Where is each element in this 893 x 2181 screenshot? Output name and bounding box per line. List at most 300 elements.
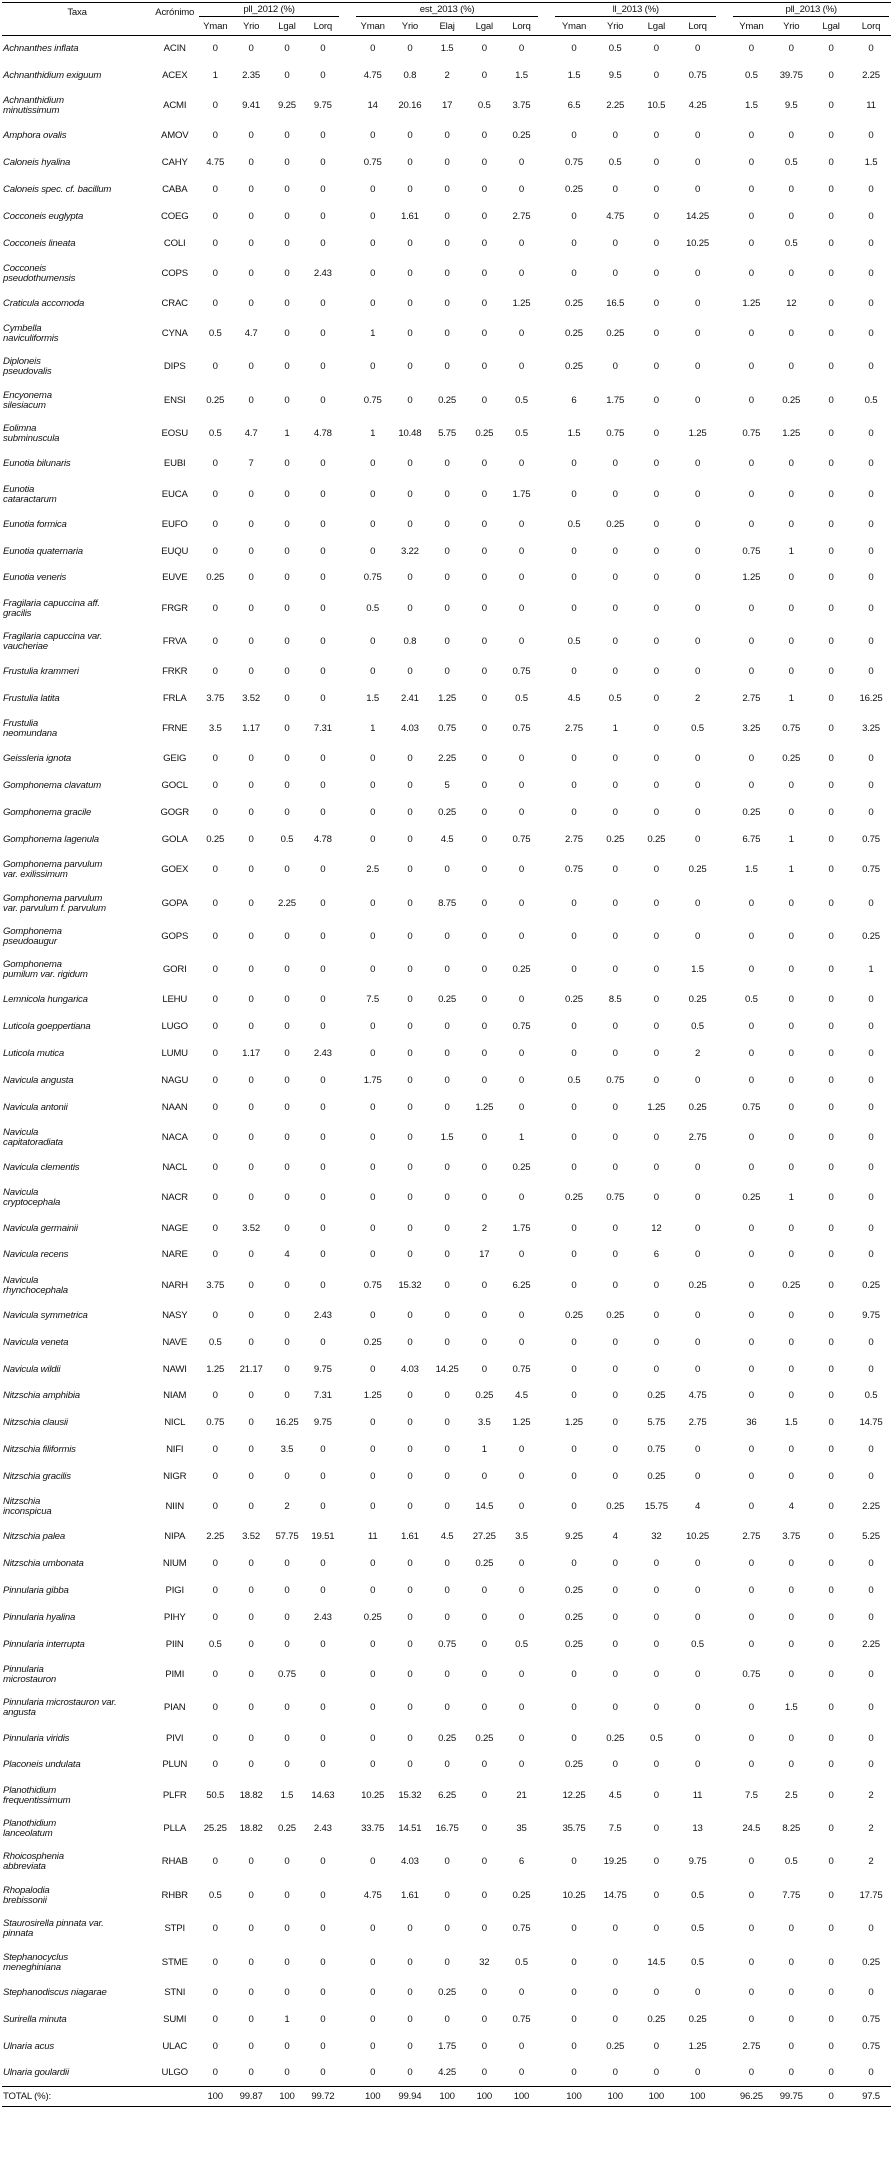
value-cell: 0 [868, 130, 874, 142]
value-cell: 1.5 [744, 99, 758, 111]
acronym-cell: EUVE [162, 572, 188, 584]
value-cell: 0 [694, 1702, 701, 1714]
value-cell: 0 [653, 572, 659, 584]
value-cell: 0.5 [784, 237, 798, 249]
taxon-name [2, 800, 152, 827]
value-cell: 0 [788, 666, 794, 678]
group-spacer [718, 712, 731, 745]
value-cell: 0 [320, 572, 326, 584]
value-cell: 0 [481, 210, 487, 222]
acronym-cell: STME [161, 1956, 188, 1968]
table-row [2, 257, 891, 290]
value-cell: 0 [284, 1021, 290, 1033]
group-spacer [540, 1356, 553, 1383]
value-cell: 0 [481, 807, 487, 819]
value-cell: 0 [248, 394, 254, 406]
value-cell: 0 [571, 237, 577, 249]
group-spacer [341, 954, 354, 987]
value-cell: 0 [828, 130, 834, 142]
col-header: Yrio [771, 18, 811, 36]
value-cell: 0 [370, 183, 376, 195]
table-row [2, 291, 891, 318]
value-cell: 0 [248, 297, 254, 309]
acronym-cell: FRNE [162, 723, 188, 735]
value-cell: 0 [612, 1102, 618, 1113]
value-cell: 0.25 [688, 2013, 707, 2025]
value-cell: 0 [694, 897, 701, 909]
acronym-cell: RHAB [161, 1856, 188, 1868]
taxon-name [2, 36, 152, 63]
value-cell: 0 [248, 1075, 254, 1087]
value-cell: 10.5 [647, 99, 666, 111]
value-cell: 0 [320, 1585, 326, 1597]
value-cell: 0 [788, 1759, 794, 1771]
value-cell: 0 [284, 183, 290, 195]
value-cell: 0 [284, 1923, 290, 1935]
value-cell: 2.25 [606, 99, 625, 111]
value-cell: 0 [653, 458, 659, 470]
value-cell: 0 [248, 2040, 254, 2052]
value-cell: 0 [748, 1279, 754, 1291]
value-cell: 0 [653, 428, 659, 440]
value-cell: 0 [248, 1021, 254, 1033]
value-cell: 0.5 [366, 602, 380, 614]
total-value-cell: 100 [636, 2087, 677, 2107]
group-spacer [718, 1356, 731, 1383]
value-cell: 0 [694, 488, 701, 500]
value-cell: 0 [828, 864, 834, 876]
value-cell: 0.25 [565, 361, 583, 373]
value-cell: 0.75 [278, 1669, 296, 1681]
value-cell: 0 [248, 1471, 254, 1483]
group-spacer [341, 2006, 354, 2033]
value-cell: 0 [248, 1702, 254, 1714]
group-spacer [540, 1605, 553, 1632]
value-cell: 2.75 [688, 1132, 707, 1144]
value-cell: 0 [284, 297, 290, 309]
value-cell: 0 [868, 1075, 874, 1087]
value-cell: 0 [407, 1986, 413, 1998]
value-cell: 11 [866, 99, 876, 111]
taxon-name-line: pseudoaugur [3, 935, 57, 947]
taxon-name-line: Caloneis hyalina [3, 157, 71, 168]
value-cell: 0 [284, 1048, 290, 1060]
value-cell: 7.5 [608, 1823, 622, 1835]
value-cell: 0 [284, 328, 290, 340]
value-cell: 3.5 [208, 723, 222, 735]
group-spacer [718, 123, 731, 150]
value-cell: 0 [571, 210, 577, 222]
value-cell: 0 [868, 636, 874, 647]
taxon-name-line: Craticula accomoda [3, 297, 85, 309]
value-cell: 0 [748, 130, 754, 142]
value-cell: 0 [653, 1702, 659, 1714]
value-cell: 0 [370, 1021, 376, 1033]
acronym-cell: FRVA [162, 636, 187, 647]
taxon-name [2, 1269, 152, 1302]
acronym-cell: PLFR [162, 1789, 187, 1801]
table-row [2, 1524, 891, 1551]
value-cell: 0 [370, 1702, 376, 1714]
group-spacer [341, 384, 354, 417]
taxon-name-line: Eunotia veneris [3, 572, 67, 584]
value-cell: 0 [868, 1558, 874, 1570]
col-header: Lorq [677, 18, 718, 36]
value-cell: 2.25 [862, 69, 880, 81]
value-cell: 0 [248, 43, 254, 55]
value-cell: 0 [571, 807, 577, 819]
value-cell: 0 [248, 361, 254, 373]
value-cell: 0 [653, 1669, 659, 1681]
group-spacer [718, 1464, 731, 1491]
value-cell: 4.78 [313, 833, 332, 845]
value-cell: 0 [612, 1279, 618, 1291]
value-cell: 0.5 [608, 693, 622, 705]
value-cell: 14.75 [603, 1889, 627, 1901]
acronym-cell: ACEX [162, 69, 188, 81]
group-spacer [341, 317, 354, 350]
value-cell: 12.25 [562, 1789, 586, 1801]
group-spacer [718, 1605, 731, 1632]
value-cell: 0 [212, 1249, 218, 1261]
group-spacer [341, 36, 354, 63]
value-cell: 1 [284, 428, 290, 440]
group-spacer [341, 511, 354, 538]
value-cell: 0 [828, 666, 834, 678]
table-row [2, 1631, 891, 1658]
value-cell: 0.75 [512, 2013, 531, 2025]
value-cell: 0 [518, 267, 525, 279]
group-spacer [341, 1979, 354, 2006]
value-cell: 0 [407, 1048, 413, 1060]
acronym-cell: COEG [161, 210, 189, 222]
value-cell: 1.5 [440, 43, 454, 55]
acronym-cell: CAHY [161, 157, 188, 168]
acronym-cell: PLLA [163, 1823, 187, 1835]
group-spacer [718, 659, 731, 686]
value-cell: 0 [868, 666, 874, 678]
value-cell: 0 [612, 267, 618, 279]
table-row [2, 1410, 891, 1437]
value-cell: 0 [284, 130, 290, 142]
taxa-header: Taxa [2, 3, 152, 36]
taxon-name-line: Pinnularia interrupta [3, 1638, 85, 1650]
value-cell: 0 [612, 602, 618, 614]
taxon-name-line: Surirella minuta [3, 2013, 67, 2025]
value-cell: 0 [828, 1638, 834, 1650]
value-cell: 0.25 [606, 518, 625, 530]
group-spacer [341, 1155, 354, 1182]
value-cell: 0 [518, 1669, 525, 1681]
total-value-cell: 100 [677, 2087, 718, 2107]
taxon-name-line: Cymbella [3, 323, 42, 335]
taxon-name-line: brebissonii [3, 1894, 47, 1906]
value-cell: 0 [320, 964, 326, 976]
acronym-cell: EUBI [163, 458, 186, 470]
value-cell: 0.5 [691, 1889, 704, 1901]
table-row [2, 1269, 891, 1302]
total-value-cell: 100 [269, 2087, 305, 2107]
value-cell: 0 [481, 666, 487, 678]
value-cell: 2.25 [278, 897, 296, 909]
group-spacer [540, 853, 553, 886]
value-cell: 14.63 [311, 1789, 335, 1801]
value-cell: 0 [407, 237, 413, 249]
value-cell: 3.52 [242, 1531, 261, 1543]
value-cell: 0 [407, 1249, 413, 1261]
acronym-cell: GOPS [161, 930, 189, 942]
value-cell: 0 [407, 1162, 413, 1174]
value-cell: 21.17 [239, 1363, 263, 1375]
value-cell: 6.5 [567, 99, 581, 111]
value-cell: 0 [828, 1702, 834, 1714]
group-spacer [540, 1121, 553, 1154]
acronym-cell: FRKR [162, 666, 188, 678]
acronym-cell: ULAC [162, 2040, 188, 2052]
value-cell: 0 [444, 1192, 450, 1204]
value-cell: 18.82 [239, 1789, 263, 1801]
taxon-name [2, 1464, 152, 1491]
value-cell: 0 [320, 210, 326, 222]
table-row [2, 920, 891, 953]
value-cell: 10.48 [398, 428, 422, 440]
value-cell: 0 [518, 1471, 525, 1483]
value-cell: 0 [370, 1732, 376, 1744]
value-cell: 0 [694, 328, 701, 340]
value-cell: 9.75 [313, 99, 332, 111]
value-cell: 0.25 [862, 1956, 880, 1968]
value-cell: 0 [284, 1192, 290, 1204]
value-cell: 0 [694, 394, 701, 406]
value-cell: 0 [612, 1471, 618, 1483]
value-cell: 0 [212, 636, 218, 647]
value-cell: 0 [284, 753, 290, 765]
value-cell: 0 [653, 183, 659, 195]
group-spacer [540, 1879, 553, 1912]
acronym-cell: PIGI [165, 1585, 184, 1597]
group-spacer [718, 1410, 731, 1437]
value-cell: 0 [212, 2040, 218, 2052]
value-cell: 4.25 [438, 2067, 457, 2079]
value-cell: 0 [518, 43, 525, 55]
value-cell: 0 [248, 864, 254, 876]
value-cell: 0 [212, 1390, 218, 1402]
value-cell: 0 [444, 518, 450, 530]
value-cell: 11 [367, 1531, 378, 1543]
value-cell: 0 [212, 930, 218, 942]
value-cell: 0 [828, 833, 834, 845]
value-cell: 0 [748, 210, 754, 222]
value-cell: 0.75 [565, 157, 583, 168]
taxon-name [2, 712, 152, 745]
value-cell: 0 [407, 964, 413, 976]
group-spacer [540, 291, 553, 318]
taxon-name-line: Navicula germainii [3, 1222, 78, 1234]
value-cell: 0 [828, 1075, 834, 1087]
value-cell: 0 [212, 780, 218, 792]
value-cell: 4.5 [440, 1531, 454, 1543]
table-row [2, 1215, 891, 1242]
col-header: Lgal [811, 18, 851, 36]
value-cell: 0 [370, 1192, 376, 1204]
group-spacer [540, 317, 553, 350]
value-cell: 2.43 [313, 1048, 332, 1060]
group-spacer [540, 773, 553, 800]
value-cell: 0 [828, 1986, 834, 1998]
value-cell: 0 [571, 1444, 577, 1456]
value-cell: 9.75 [862, 1309, 880, 1321]
value-cell: 6 [653, 1249, 659, 1261]
value-cell: 0.75 [606, 1192, 625, 1204]
group-spacer [341, 1524, 354, 1551]
group-spacer [341, 203, 354, 230]
value-cell: 0 [518, 458, 525, 470]
group-spacer [540, 351, 553, 384]
value-cell: 0 [694, 1192, 701, 1204]
acronym-cell: EUFO [161, 518, 188, 530]
value-cell: 0 [828, 897, 834, 909]
value-cell: 1.5 [691, 964, 704, 976]
value-cell: 0 [444, 237, 450, 249]
value-cell: 1.25 [742, 297, 761, 309]
group-spacer [341, 478, 354, 511]
value-cell: 0 [748, 1048, 754, 1060]
value-cell: 0 [828, 1363, 834, 1375]
value-cell: 0 [248, 518, 254, 530]
group-spacer [718, 827, 731, 854]
taxon-name [2, 1605, 152, 1632]
taxon-name-line: Eolimna [3, 423, 37, 435]
acronym-cell: NIUM [162, 1558, 187, 1570]
value-cell: 0 [828, 994, 834, 1006]
value-cell: 0 [571, 753, 577, 765]
taxon-name [2, 478, 152, 511]
value-cell: 1 [788, 693, 794, 705]
taxon-name [2, 1242, 152, 1269]
group-spacer [718, 920, 731, 953]
value-cell: 0 [571, 1162, 577, 1174]
value-cell: 0 [370, 518, 376, 530]
value-cell: 0 [828, 297, 834, 309]
value-cell: 13 [692, 1823, 703, 1835]
value-cell: 2.75 [742, 1531, 761, 1543]
value-cell: 0 [694, 807, 701, 819]
value-cell: 0 [518, 1048, 525, 1060]
value-cell: 0 [653, 602, 659, 614]
value-cell: 0 [828, 1531, 834, 1543]
value-cell: 0 [284, 210, 290, 222]
value-cell: 0 [284, 1471, 290, 1483]
value-cell: 0 [284, 1612, 290, 1624]
value-cell: 0 [320, 69, 326, 81]
taxon-name-line: Frustulia krammeri [3, 666, 79, 678]
value-cell: 0.5 [864, 1390, 878, 1402]
group-spacer [718, 1383, 731, 1410]
value-cell: 0 [828, 428, 834, 440]
value-cell: 0 [407, 807, 413, 819]
table-row [2, 1979, 891, 2006]
acronym-cell: FRGR [161, 602, 188, 614]
value-cell: 0 [407, 2013, 413, 2025]
value-cell: 0 [212, 1558, 218, 1570]
value-cell: 8.5 [608, 994, 622, 1006]
value-cell: 0 [828, 1789, 834, 1801]
value-cell: 0 [248, 1444, 254, 1456]
value-cell: 0 [481, 2067, 487, 2079]
value-cell: 0 [212, 1702, 218, 1714]
taxon-name [2, 123, 152, 150]
table-body [2, 36, 891, 2107]
value-cell: 0 [788, 2040, 794, 2052]
taxon-name-line: microstauron [3, 1674, 57, 1686]
total-label: TOTAL (%): [2, 2087, 152, 2107]
taxon-name [2, 920, 152, 953]
taxon-name-line: Navicula [3, 1127, 39, 1139]
value-cell: 0 [868, 361, 874, 373]
group-spacer [540, 230, 553, 257]
value-cell: 0 [481, 2013, 487, 2025]
value-cell: 0 [370, 1222, 376, 1234]
taxon-name [2, 1551, 152, 1578]
value-cell: 0 [788, 361, 794, 373]
value-cell: 0 [828, 1585, 834, 1597]
value-cell: 0.5 [208, 328, 222, 340]
taxon-name [2, 1491, 152, 1524]
value-cell: 0 [284, 43, 290, 55]
value-cell: 0 [653, 1823, 659, 1835]
taxon-name [2, 1752, 152, 1779]
taxon-name [2, 853, 152, 886]
value-cell: 0 [320, 753, 326, 765]
value-cell: 0 [828, 602, 834, 614]
value-cell: 0 [481, 267, 487, 279]
value-cell: 14.25 [435, 1363, 459, 1375]
value-cell: 0 [828, 458, 834, 470]
value-cell: 0 [828, 183, 834, 195]
value-cell: 0 [694, 1986, 701, 1998]
taxon-name-line: Eunotia formica [3, 518, 67, 530]
value-cell: 1.75 [512, 488, 531, 500]
value-cell: 6.25 [438, 1789, 457, 1801]
value-cell: 1.5 [784, 1702, 798, 1714]
value-cell: 0.25 [565, 1309, 583, 1321]
value-cell: 0 [653, 994, 659, 1006]
value-cell: 0 [320, 157, 326, 168]
value-cell: 0.5 [208, 1336, 222, 1348]
value-cell: 0 [748, 1585, 754, 1597]
taxon-name [2, 1437, 152, 1464]
value-cell: 0 [248, 267, 254, 279]
acronym-cell: STPI [164, 1923, 185, 1935]
value-cell: 0 [320, 361, 326, 373]
value-cell: 0 [694, 1759, 701, 1771]
value-cell: 0 [788, 1048, 794, 1060]
value-cell: 0 [748, 1856, 754, 1868]
value-cell: 0 [248, 2067, 254, 2079]
col-header: Yman [197, 18, 233, 36]
value-cell: 0.75 [363, 394, 382, 406]
value-cell: 0.5 [864, 394, 878, 406]
value-cell: 0 [612, 1638, 618, 1650]
value-cell: 0 [370, 2013, 376, 2025]
value-cell: 0.25 [565, 328, 583, 340]
value-cell: 0 [571, 458, 577, 470]
value-cell: 14.51 [398, 1823, 422, 1835]
taxon-name [2, 230, 152, 257]
group-spacer [341, 592, 354, 625]
value-cell: 0.75 [565, 864, 583, 876]
value-cell: 0.25 [475, 1390, 494, 1402]
